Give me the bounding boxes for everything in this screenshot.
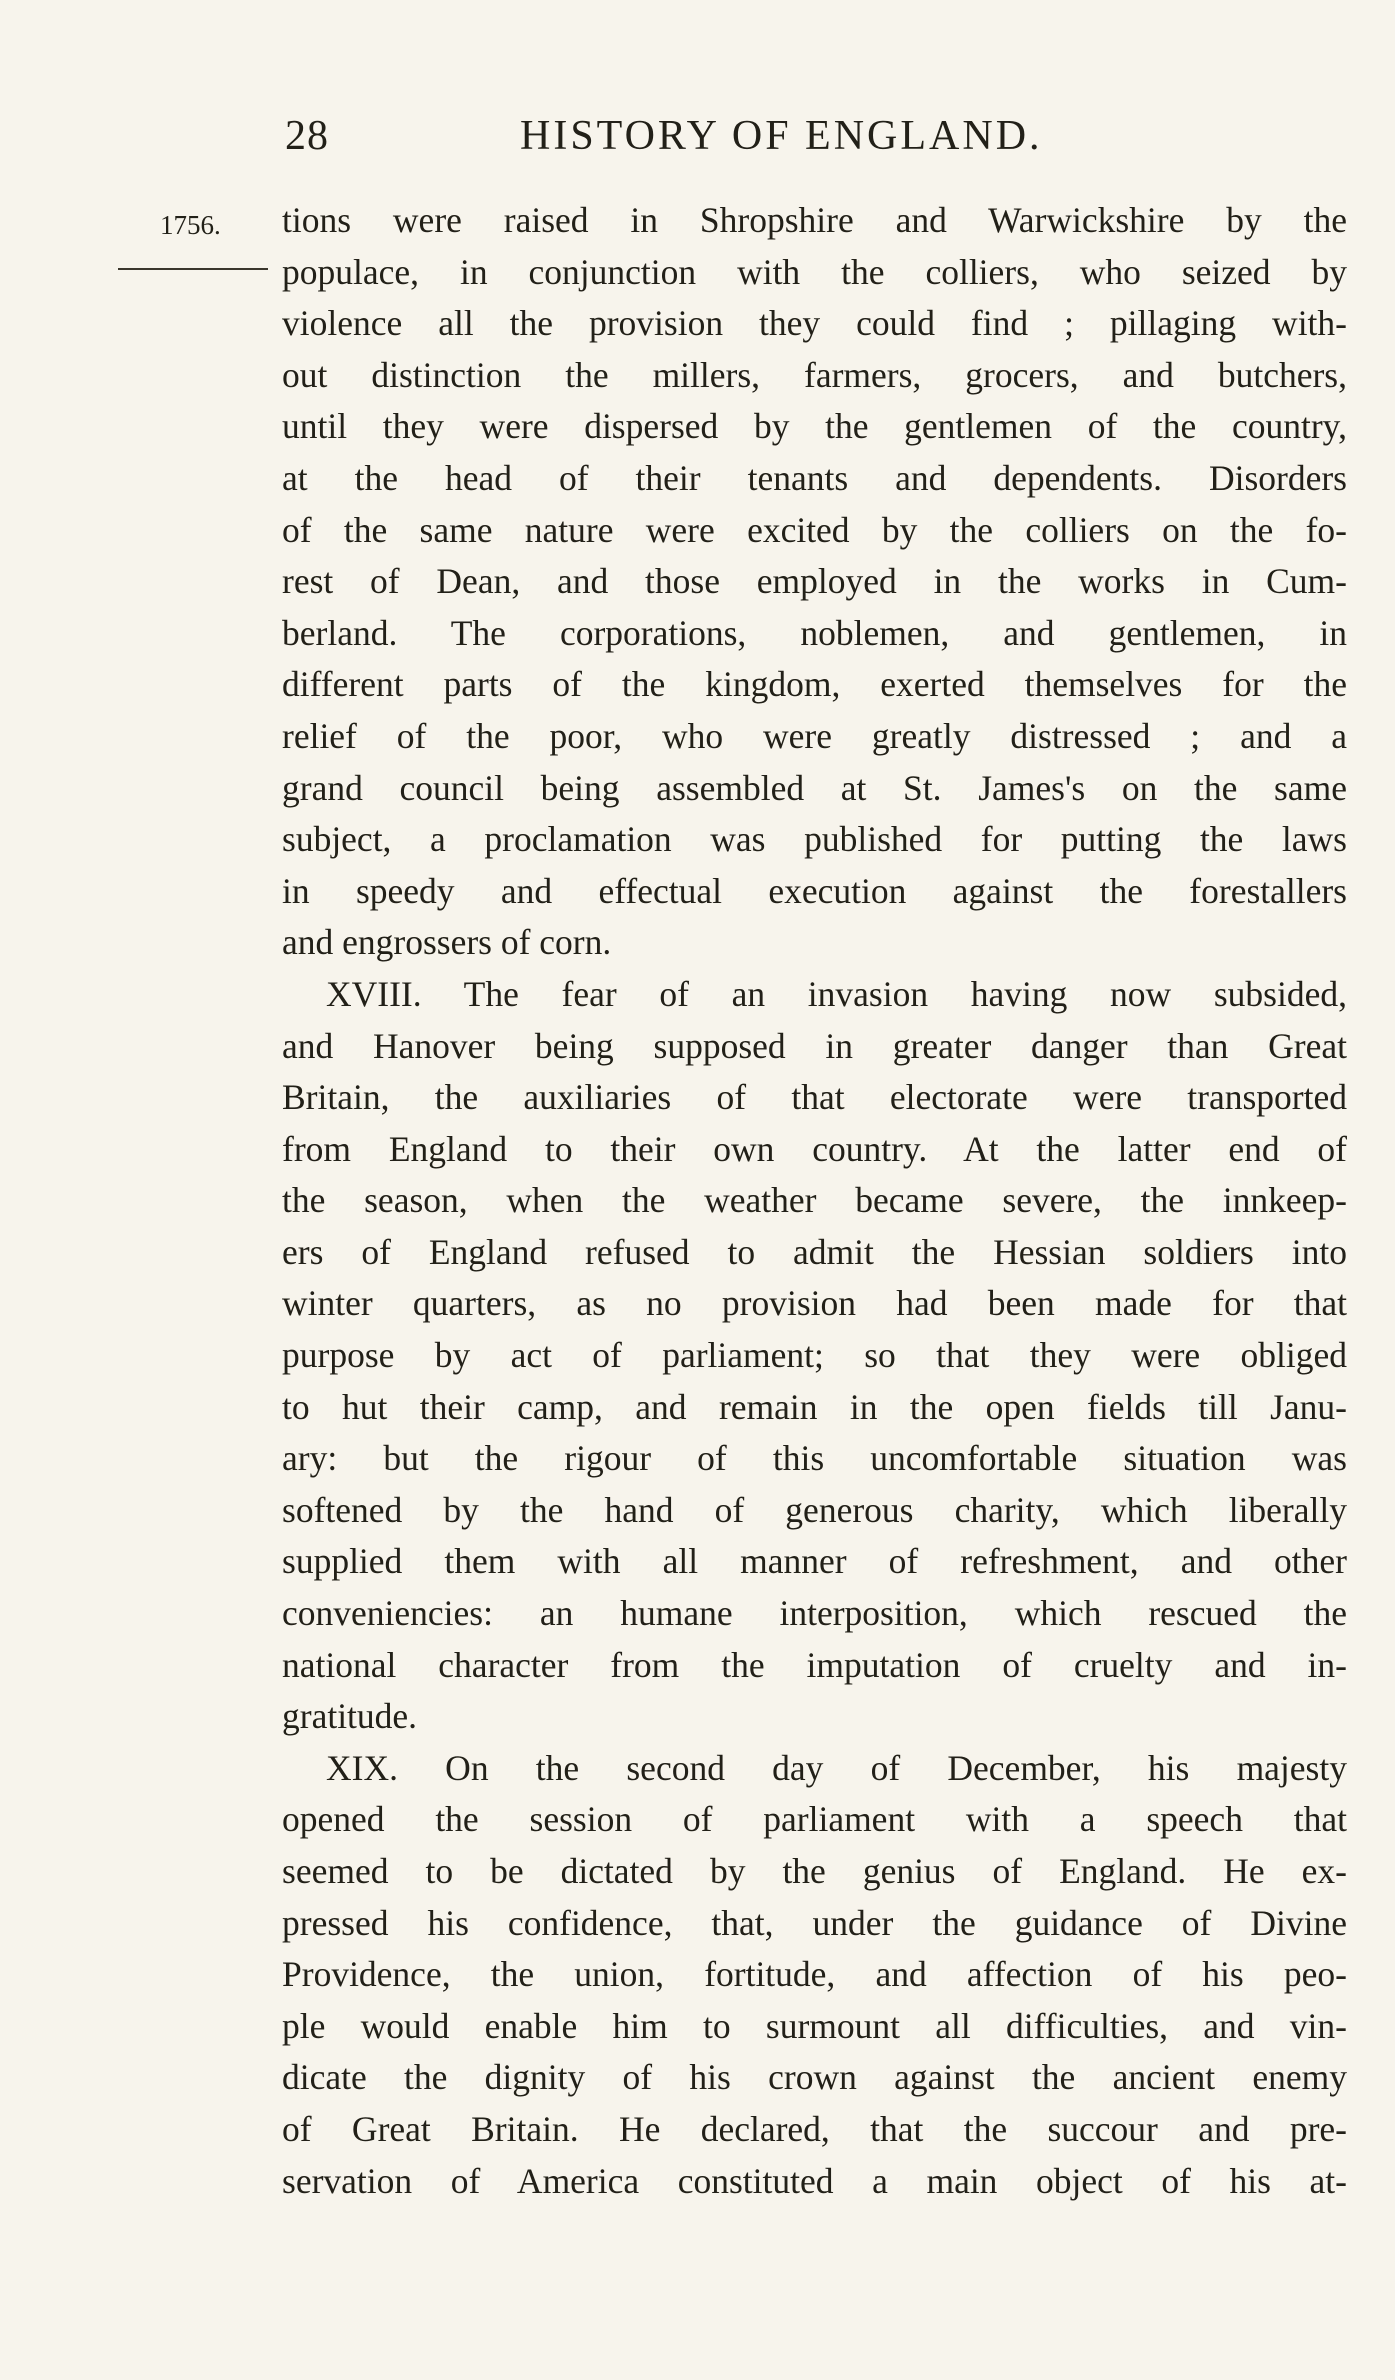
text-line: populace, in conjunction with the colliers, who seized by <box>282 251 1347 292</box>
text-line: the season, when the weather became severe, the innkeep- <box>282 1180 1347 1221</box>
text-line: Providence, the union, fortitude, and affection of his peo- <box>282 1954 1347 1995</box>
text-line: ary: but the rigour of this uncomfortable situation was <box>282 1438 1347 1479</box>
text-line: out distinction the millers, farmers, grocers, and butchers, <box>282 354 1347 395</box>
margin-rule <box>118 268 268 270</box>
margin-year-note: 1756. <box>160 210 221 240</box>
text-line: to hut their camp, and remain in the open fields till Janu- <box>282 1386 1347 1427</box>
text-line: relief of the poor, who were greatly distressed ; and a <box>282 715 1347 756</box>
text-line: of Great Britain. He declared, that the succour and pre- <box>282 2108 1347 2149</box>
text-line: pressed his confidence, that, under the guidance of Divine <box>282 1902 1347 1943</box>
page-header <box>285 112 1125 172</box>
text-line: tions were raised in Shropshire and Warwickshire by the <box>282 200 1347 240</box>
text-line: gratitude. <box>282 1696 418 1737</box>
text-line: and engrossers of corn. <box>282 922 612 963</box>
text-line: conveniencies: an humane interposition, which rescued the <box>282 1593 1347 1634</box>
text-line: rest of Dean, and those employed in the works in Cum- <box>282 561 1347 602</box>
text-line: purpose by act of parliament; so that they were obliged <box>282 1335 1347 1376</box>
text-line: national character from the imputation of cruelty and in- <box>282 1644 1347 1685</box>
page-number: 28 <box>285 113 329 159</box>
body-text <box>282 195 1347 2207</box>
text-line: seemed to be dictated by the genius of England. He ex- <box>282 1851 1347 1891</box>
text-line: different parts of the kingdom, exerted themselves for the <box>282 664 1347 705</box>
text-line: XVIII. The fear of an invasion having now subsided, <box>326 973 1347 1014</box>
text-line: ers of England refused to admit the Hessian soldiers into <box>282 1231 1347 1272</box>
text-line: of the same nature were excited by the colliers on the fo- <box>282 509 1347 550</box>
text-line: in speedy and effectual execution against the forestallers <box>282 870 1347 911</box>
text-line: ple would enable him to surmount all difficulties, and vin- <box>282 2005 1347 2046</box>
text-line: at the head of their tenants and dependents. Disorders <box>282 457 1347 498</box>
text-line: until they were dispersed by the gentlemen of the country, <box>282 406 1347 447</box>
running-title: HISTORY OF ENGLAND. <box>520 113 1043 159</box>
text-line: violence all the provision they could find ; pillaging with- <box>282 303 1347 344</box>
text-line: and Hanover being supposed in greater danger than Great <box>282 1025 1347 1066</box>
text-line: subject, a proclamation was published for putting the laws <box>282 819 1347 860</box>
text-line: softened by the hand of generous charity, which liberally <box>282 1489 1347 1530</box>
text-line: opened the session of parliament with a speech that <box>282 1799 1347 1840</box>
text-line: XIX. On the second day of December, his majesty <box>326 1747 1347 1788</box>
text-line: Britain, the auxiliaries of that electorate were transported <box>282 1077 1347 1118</box>
text-line: grand council being assembled at St. James's on the same <box>282 767 1347 808</box>
text-line: supplied them with all manner of refreshment, and other <box>282 1541 1347 1582</box>
text-line: winter quarters, as no provision had been made for that <box>282 1283 1347 1324</box>
text-line: from England to their own country. At the latter end of <box>282 1128 1347 1169</box>
text-line: servation of America constituted a main object of his at- <box>282 2160 1347 2201</box>
text-line: dicate the dignity of his crown against the ancient enemy <box>282 2057 1347 2098</box>
text-line: berland. The corporations, noblemen, and gentlemen, in <box>282 612 1347 653</box>
